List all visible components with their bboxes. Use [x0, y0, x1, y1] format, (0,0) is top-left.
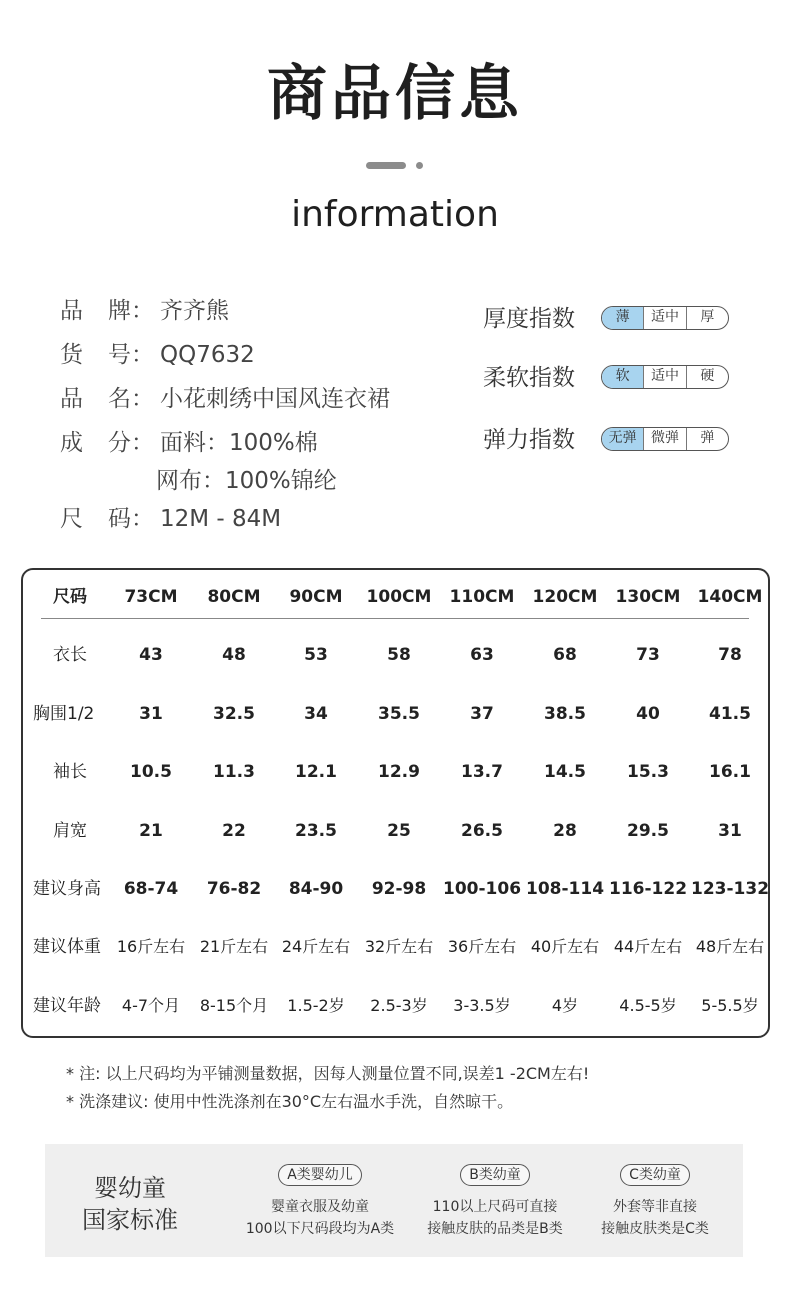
table-cell: 53: [304, 645, 328, 665]
divider-dot: [416, 162, 423, 169]
table-cell: 11.3: [213, 762, 255, 782]
thickness-option-medium: 适中: [643, 307, 685, 329]
table-cell: 4岁: [551, 996, 579, 1015]
table-cell: 44斤左右: [613, 937, 683, 956]
softness-option-hard: 硬: [686, 366, 728, 388]
info-size-key1: 尺: [60, 506, 83, 532]
table-cell: 68: [553, 645, 577, 665]
divider-dash: [366, 162, 406, 169]
class-b-line2: 接触皮肤的品类是B类: [427, 1221, 563, 1237]
table-cell: 38.5: [544, 704, 586, 724]
info-brand-value: 齐齐熊: [160, 298, 229, 324]
softness-option-soft: 软: [602, 366, 643, 388]
table-row: [23, 991, 768, 1021]
table-cell: 26.5: [461, 821, 503, 841]
standard-class-b: [410, 1164, 580, 1240]
table-cell: 22: [222, 821, 246, 841]
table-cell: 48斤左右: [695, 937, 765, 956]
softness-index: [483, 362, 743, 394]
size-header-cell: 110CM: [449, 587, 515, 607]
table-cell: 43: [139, 645, 163, 665]
table-row: [23, 932, 768, 962]
info-composition: [60, 428, 318, 458]
info-brand-key1: 品: [60, 298, 83, 324]
table-cell: 15.3: [627, 762, 669, 782]
elasticity-option-slight: 微弹: [643, 428, 685, 450]
table-cell: 68-74: [123, 879, 179, 899]
national-standard-panel: [45, 1144, 743, 1257]
thickness-option-thick: 厚: [686, 307, 728, 329]
table-cell: 32斤左右: [364, 937, 434, 956]
info-name: [60, 384, 390, 414]
thickness-index-label: 厚度指数: [483, 306, 575, 332]
standard-class-a: [235, 1164, 405, 1240]
row-label: 建议身高: [33, 879, 101, 899]
class-c-badge: C类幼童: [620, 1164, 690, 1186]
class-c-text: [570, 1196, 740, 1240]
table-cell: 21: [139, 821, 163, 841]
divider-decoration: [366, 161, 426, 171]
table-cell: 3-3.5岁: [453, 996, 511, 1015]
size-header-label: 尺码: [53, 587, 87, 607]
size-header-cell: 80CM: [207, 587, 261, 607]
note-measurement: * 注: 以上尺码均为平铺测量数据，因每人测量位置不同,误差1 -2CM左右!: [66, 1064, 590, 1083]
info-comp-key2: 分：: [108, 430, 154, 456]
table-cell: 25: [387, 821, 411, 841]
class-b-badge: B类幼童: [460, 1164, 530, 1186]
class-b-text: [410, 1196, 580, 1240]
table-cell: 34: [304, 704, 328, 724]
table-cell: 24斤左右: [281, 937, 351, 956]
row-label: 袖长: [53, 762, 87, 782]
table-cell: 28: [553, 821, 577, 841]
standard-title-line1: 婴幼童: [94, 1174, 166, 1202]
table-cell: 12.9: [378, 762, 420, 782]
info-size-value: 12M - 84M: [160, 506, 282, 532]
class-c-line1: 外套等非直接: [613, 1199, 697, 1215]
row-label: 建议年龄: [33, 996, 101, 1016]
row-label: 肩宽: [53, 821, 87, 841]
size-header-cell: 100CM: [366, 587, 432, 607]
table-cell: 76-82: [206, 879, 262, 899]
info-name-key2: 名：: [108, 386, 154, 412]
header-divider: [41, 618, 749, 619]
softness-index-scale: [601, 365, 729, 389]
table-cell: 16.1: [709, 762, 751, 782]
table-cell: 4-7个月: [121, 996, 181, 1015]
table-cell: 35.5: [378, 704, 420, 724]
table-cell: 36斤左右: [447, 937, 517, 956]
standard-title: [75, 1172, 185, 1236]
table-row: [23, 816, 768, 846]
softness-option-medium: 适中: [643, 366, 685, 388]
info-brand-key2: 牌：: [108, 298, 154, 324]
table-cell: 73: [636, 645, 660, 665]
row-label: 衣长: [53, 645, 87, 665]
table-cell: 92-98: [371, 879, 427, 899]
note-washing: * 洗涤建议: 使用中性洗涤剂在30°C左右温水手洗，自然晾干。: [66, 1092, 514, 1111]
size-header-cell: 73CM: [124, 587, 178, 607]
info-sku-value: QQ7632: [160, 342, 255, 368]
class-a-badge: A类婴幼儿: [278, 1164, 362, 1186]
row-label: 建议体重: [33, 937, 101, 957]
table-cell: 32.5: [213, 704, 255, 724]
table-cell: 12.1: [295, 762, 337, 782]
info-composition-line2: 网布：100%锦纶: [156, 468, 337, 494]
table-cell: 14.5: [544, 762, 586, 782]
table-cell: 16斤左右: [116, 937, 186, 956]
table-cell: 2.5-3岁: [370, 996, 428, 1015]
table-cell: 40: [636, 704, 660, 724]
table-cell: 21斤左右: [199, 937, 269, 956]
table-cell: 63: [470, 645, 494, 665]
table-cell: 40斤左右: [530, 937, 600, 956]
size-header-cell: 130CM: [615, 587, 681, 607]
thickness-index-scale: [601, 306, 729, 330]
elasticity-index-scale: [601, 427, 729, 451]
table-cell: 29.5: [627, 821, 669, 841]
table-row: [23, 699, 768, 729]
elasticity-option-none: 无弹: [602, 428, 643, 450]
size-table: [21, 568, 770, 1038]
info-name-value: 小花刺绣中国风连衣裙: [160, 386, 390, 412]
table-cell: 84-90: [288, 879, 344, 899]
elasticity-index: [483, 424, 743, 456]
table-cell: 123-132: [691, 879, 770, 899]
table-cell: 108-114: [526, 879, 605, 899]
softness-index-label: 柔软指数: [483, 365, 575, 391]
row-label: 胸围1/2: [33, 704, 95, 724]
page-title: 商品信息: [267, 59, 523, 129]
thickness-index: [483, 303, 743, 335]
class-a-line1: 婴童衣服及幼童: [271, 1199, 369, 1215]
table-cell: 31: [718, 821, 742, 841]
standard-class-c: [570, 1164, 740, 1240]
info-comp-key1: 成: [60, 430, 83, 456]
info-brand: [60, 296, 229, 326]
table-cell: 78: [718, 645, 742, 665]
info-sku-key2: 号：: [108, 342, 154, 368]
table-row: [23, 757, 768, 787]
table-cell: 48: [222, 645, 246, 665]
size-header-cell: 140CM: [697, 587, 763, 607]
table-cell: 116-122: [609, 879, 688, 899]
table-cell: 58: [387, 645, 411, 665]
size-header-cell: 90CM: [289, 587, 343, 607]
size-header-cell: 120CM: [532, 587, 598, 607]
table-cell: 100-106: [443, 879, 522, 899]
class-a-line2: 100以下尺码段均为A类: [245, 1221, 395, 1237]
table-cell: 4.5-5岁: [619, 996, 677, 1015]
elasticity-option-stretch: 弹: [686, 428, 728, 450]
info-name-key1: 品: [60, 386, 83, 412]
table-cell: 8-15个月: [199, 996, 269, 1015]
class-a-text: [235, 1196, 405, 1240]
table-cell: 23.5: [295, 821, 337, 841]
size-table-header: [23, 582, 768, 612]
table-cell: 41.5: [709, 704, 751, 724]
table-cell: 10.5: [130, 762, 172, 782]
thickness-option-thin: 薄: [602, 307, 643, 329]
info-size: [60, 504, 281, 534]
class-c-line2: 接触皮肤类是C类: [601, 1221, 709, 1237]
table-row: [23, 874, 768, 904]
table-cell: 13.7: [461, 762, 503, 782]
info-comp-value1: 面料：100%棉: [160, 430, 318, 456]
class-b-line1: 110以上尺码可直接: [432, 1199, 558, 1215]
standard-title-line2: 国家标准: [82, 1206, 178, 1234]
table-cell: 1.5-2岁: [287, 996, 345, 1015]
table-cell: 31: [139, 704, 163, 724]
info-sku: [60, 340, 255, 370]
info-size-key2: 码：: [108, 506, 154, 532]
page-subtitle: information: [291, 194, 499, 235]
table-row: [23, 640, 768, 670]
elasticity-index-label: 弹力指数: [483, 427, 575, 453]
table-cell: 37: [470, 704, 494, 724]
info-sku-key1: 货: [60, 342, 83, 368]
table-cell: 5-5.5岁: [701, 996, 759, 1015]
